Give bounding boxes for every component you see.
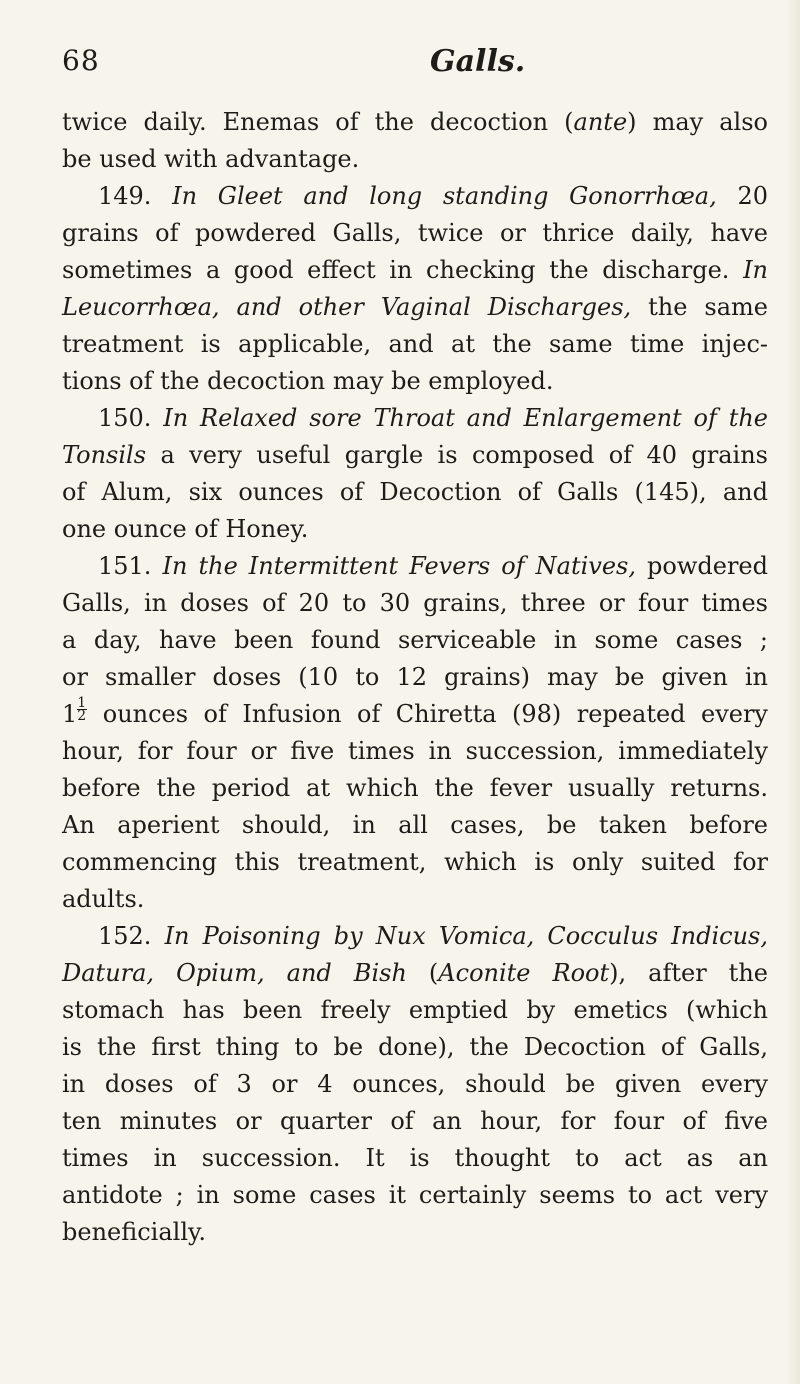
text-segment: 20 [716, 182, 768, 210]
italic-text: In the Intermittent Fevers of Natives, [162, 552, 636, 580]
text-line [62, 585, 768, 622]
text-line [62, 178, 768, 215]
text-line [62, 215, 768, 252]
italic-text: Aconite Root [438, 959, 610, 987]
running-title: Galls. [430, 44, 526, 79]
text-line [62, 289, 768, 326]
text-line [62, 1103, 768, 1140]
text-line [62, 659, 768, 696]
text-segment: be used with advantage. [62, 145, 360, 173]
italic-text: In Gleet and long standing Gonorrhœa, [172, 182, 717, 210]
text-line [62, 696, 768, 733]
text-segment: An aperient should, in all cases, be taken before [62, 811, 768, 839]
text-line [62, 1140, 768, 1177]
text-segment: sometimes a good effect in checking the discharge. [62, 256, 744, 284]
text-segment: the same [631, 293, 768, 321]
text-line [62, 104, 768, 141]
fraction [77, 697, 87, 722]
text-line [62, 1177, 768, 1214]
text-line [62, 770, 768, 807]
text-line [62, 437, 768, 474]
text-line [62, 548, 768, 585]
text-segment: 150. [98, 404, 164, 432]
text-segment: hour, for four or five times in succession, immediately [62, 737, 768, 765]
text-segment: one ounce of Honey. [62, 515, 309, 543]
text-line [62, 918, 768, 955]
text-segment: or smaller doses (10 to 12 grains) may be given in [62, 663, 768, 691]
text-segment: twice daily. Enemas of the decoction ( [62, 108, 574, 136]
fraction-denominator: 2 [77, 708, 87, 724]
body-text [62, 104, 768, 1251]
text-segment: grains of powdered Galls, twice or thrice daily, have [62, 219, 768, 247]
text-segment: Galls, in doses of 20 to 30 grains, three or four times [62, 589, 768, 617]
text-line [62, 955, 768, 992]
text-segment: ), after the [609, 959, 768, 987]
text-segment: tions of the decoction may be employed. [62, 367, 554, 395]
italic-text: Leucorrhœa, and other Vaginal Discharges, [62, 293, 632, 321]
text-segment: of Alum, six ounces of Decoction of Galls (145), and [62, 478, 768, 506]
text-segment: a day, have been found serviceable in some cases ; [62, 626, 768, 654]
italic-text: In [743, 256, 768, 284]
text-segment: powdered [635, 552, 768, 580]
text-segment: times in succession. It is thought to act as an [62, 1144, 768, 1172]
text-segment: before the period at which the fever usually returns. [62, 774, 768, 802]
text-segment: ten minutes or quarter of an hour, for four of five [62, 1107, 768, 1135]
page-header [62, 44, 742, 88]
italic-text: In Poisoning by Nux Vomica, Cocculus Indicus, [164, 922, 768, 950]
fraction-numerator: 1 [77, 695, 87, 711]
page-edge-shadow [786, 0, 800, 1384]
text-line [62, 363, 768, 400]
text-line [62, 1214, 768, 1251]
text-line [62, 511, 768, 548]
text-line [62, 252, 768, 289]
text-line [62, 992, 768, 1029]
text-segment: beneficially. [62, 1218, 207, 1246]
text-line [62, 733, 768, 770]
italic-text: ante [573, 108, 628, 136]
italic-text: Tonsils [62, 441, 147, 469]
text-segment: ounces of Infusion of Chiretta (98) repeated every [87, 700, 768, 728]
text-line [62, 400, 768, 437]
text-segment: ) may also [627, 108, 768, 136]
text-line [62, 1029, 768, 1066]
text-segment: antidote ; in some cases it certainly seems to act very [62, 1181, 768, 1209]
text-line [62, 844, 768, 881]
text-line [62, 474, 768, 511]
text-segment: stomach has been freely emptied by emetics (which [62, 996, 768, 1024]
text-segment: commencing this treatment, which is only suited for [62, 848, 768, 876]
text-segment: ( [406, 959, 439, 987]
text-segment: a very useful gargle is composed of 40 grains [146, 441, 768, 469]
text-segment: 149. [98, 182, 173, 210]
text-line [62, 326, 768, 363]
text-line [62, 881, 768, 918]
text-line [62, 1066, 768, 1103]
text-line [62, 141, 768, 178]
text-line [62, 807, 768, 844]
text-segment: 1 [62, 700, 78, 728]
italic-text: Datura, Opium, and Bish [62, 959, 407, 987]
text-segment: treatment is applicable, and at the same time injec- [62, 330, 768, 358]
text-line [62, 622, 768, 659]
text-segment: 151. [98, 552, 163, 580]
page-number: 68 [62, 44, 100, 77]
text-segment: is the first thing to be done), the Decoction of Galls, [62, 1033, 768, 1061]
text-segment: in doses of 3 or 4 ounces, should be given every [62, 1070, 768, 1098]
text-segment: 152. [98, 922, 165, 950]
text-segment: adults. [62, 885, 145, 913]
italic-text: In Relaxed sore Throat and Enlargement of the [163, 404, 768, 432]
